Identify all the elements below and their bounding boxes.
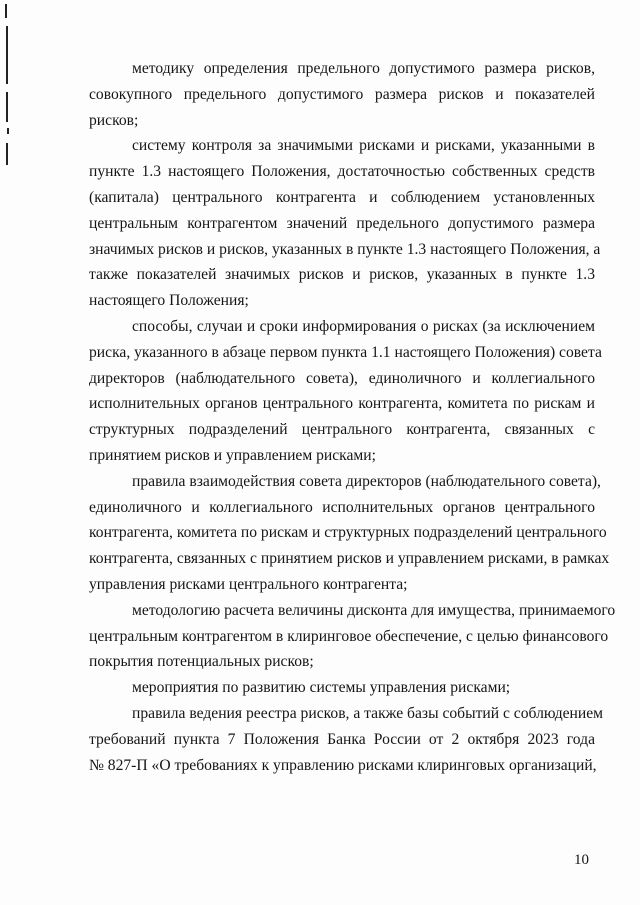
paragraph: [89, 701, 604, 778]
text-line: (капитала) центрального контрагента и соблюдением установленных: [89, 188, 595, 206]
paragraph: [89, 675, 595, 701]
text-line: систему контроля за значимыми рисками и рисками, указанными в: [132, 137, 595, 155]
scan-margin-mark: [6, 143, 8, 165]
text-line: также показателей значимых рисков и рисков, указанных в пункте 1.3: [89, 266, 595, 284]
text-line: настоящего Положения;: [89, 292, 249, 310]
body-text: [89, 56, 616, 778]
text-line: мероприятия по развитию системы управления рисками;: [132, 679, 511, 697]
text-line: риска, указанного в абзаце первом пункта 1.1 настоящего Положения) совета: [89, 343, 602, 361]
text-line: принятием рисков и управлением рисками;: [89, 446, 376, 464]
paragraph: [89, 133, 601, 314]
text-line: способы, случаи и сроки информирования о рисках (за исключением: [132, 317, 595, 335]
scan-margin-mark: [7, 128, 9, 134]
text-line: требований пункта 7 Положения Банка России от 2 октября 2023 года: [89, 730, 595, 748]
text-line: директоров (наблюдательного совета), единоличного и коллегиального: [89, 369, 595, 387]
page-number: 10: [574, 852, 589, 868]
text-line: правила ведения реестра рисков, а также базы событий с соблюдением: [132, 704, 604, 722]
text-line: покрытия потенциальных рисков;: [89, 653, 314, 671]
text-line: рисков;: [89, 111, 139, 129]
text-line: центральным контрагентом значений предельного допустимого размера: [89, 214, 595, 232]
text-line: центральным контрагентом в клиринговое обеспечение, с целью финансового: [89, 627, 609, 645]
text-line: пункте 1.3 настоящего Положения, достаточностью собственных средств: [89, 163, 595, 181]
text-line: структурных подразделений центрального контрагента, связанных с: [89, 421, 595, 439]
text-line: совокупного предельного допустимого размера рисков и показателей: [89, 85, 595, 103]
text-line: контрагента, связанных с принятием рисков и управлением рисками, в рамках: [89, 550, 610, 568]
paragraph: [89, 598, 616, 675]
paragraph: [89, 469, 610, 598]
text-line: значимых рисков и рисков, указанных в пункте 1.3 настоящего Положения, а: [89, 240, 601, 258]
text-line: правила взаимодействия совета директоров (наблюдательного совета),: [132, 472, 601, 490]
scan-margin-mark: [5, 4, 7, 18]
text-line: исполнительных органов центрального контрагента, комитета по рискам и: [89, 395, 595, 413]
text-line: единоличного и коллегиального исполнительных органов центрального: [89, 498, 595, 516]
paragraph: [89, 56, 595, 133]
scan-margin-mark: [6, 26, 8, 84]
text-line: № 827-П «О требованиях к управлению рисками клиринговых организаций,: [89, 756, 597, 774]
text-line: методику определения предельного допустимого размера рисков,: [132, 60, 595, 77]
paragraph: [89, 314, 602, 469]
scan-margin-mark: [6, 92, 8, 122]
text-line: управления рисками центрального контрагента;: [89, 575, 408, 593]
text-line: контрагента, комитета по рискам и структурных подразделений центрального: [89, 524, 607, 542]
text-line: методологию расчета величины дисконта для имущества, принимаемого: [132, 601, 616, 619]
